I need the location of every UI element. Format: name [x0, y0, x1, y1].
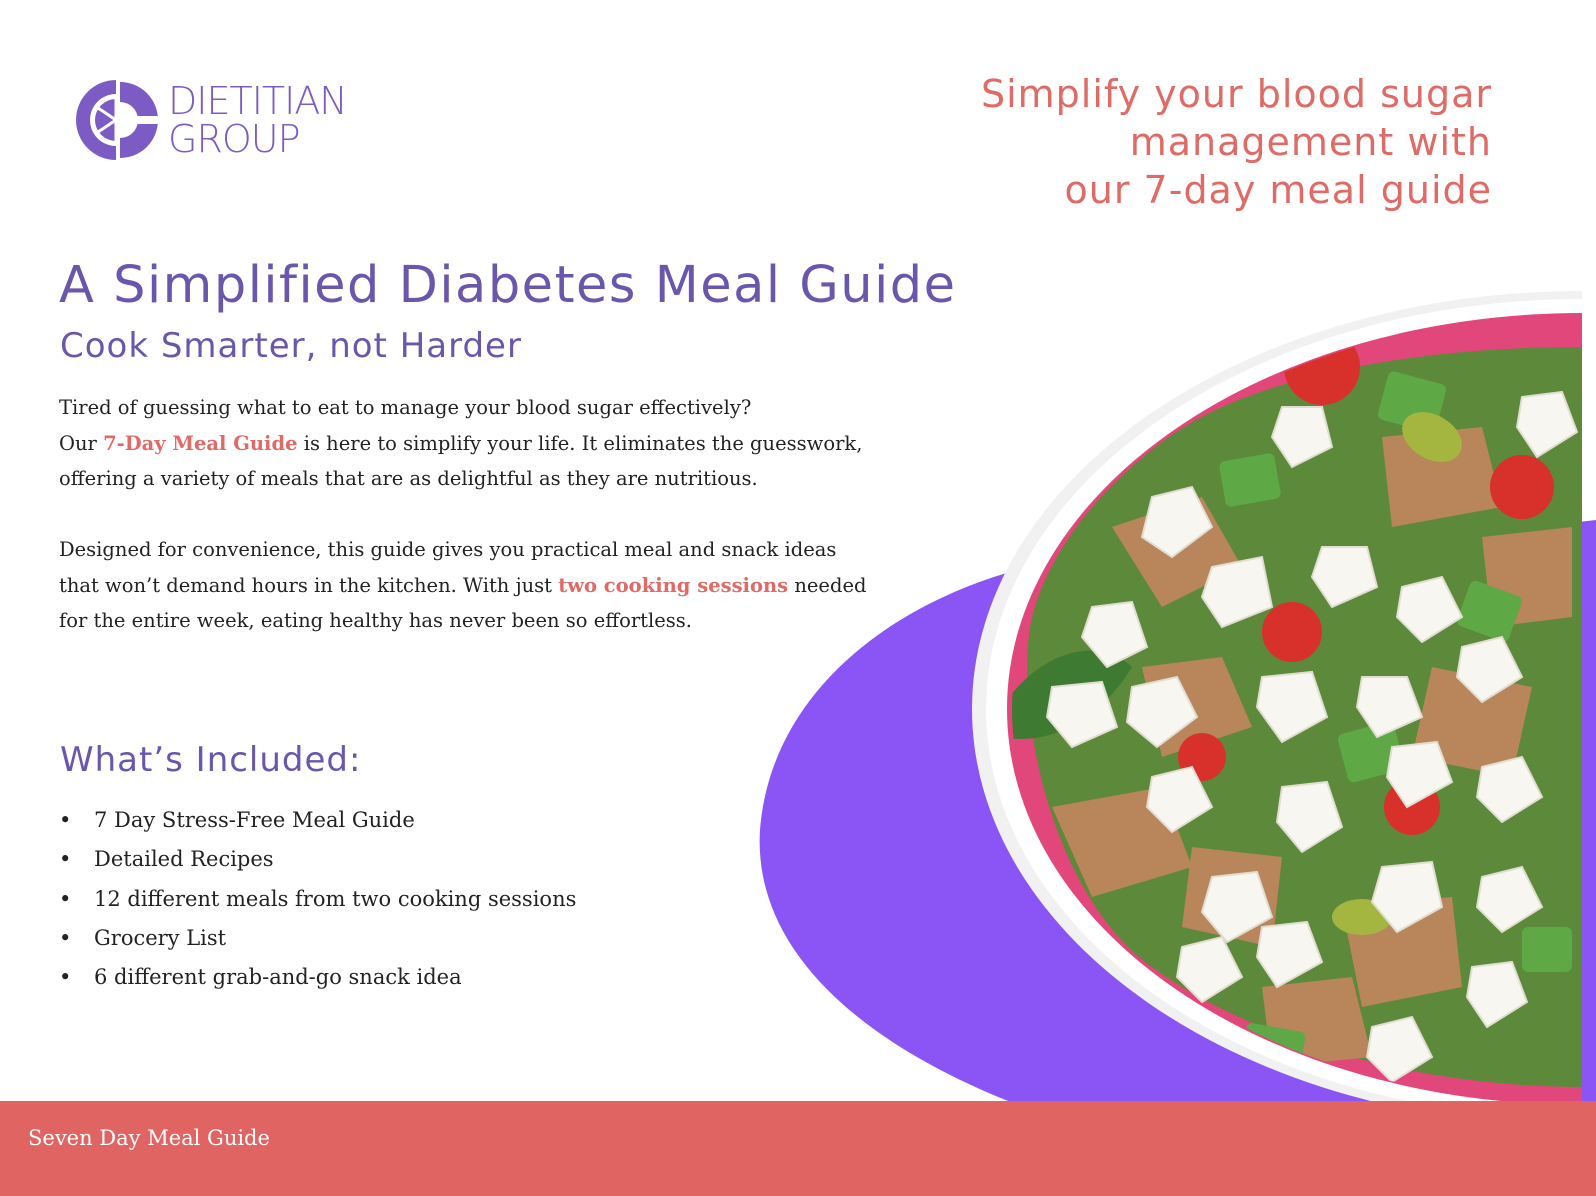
list-item-text: 7 Day Stress-Free Meal Guide [94, 808, 415, 832]
bullet: • [59, 808, 72, 832]
footer-label: Seven Day Meal Guide [28, 1126, 270, 1150]
convenience-line1: Designed for convenience, this guide gives you practical meal and snack ideas [59, 538, 837, 561]
brand-name [168, 79, 347, 161]
list-item [59, 801, 576, 840]
list-item [59, 919, 576, 958]
convenience-line3: for the entire week, eating healthy has never been so effortless. [59, 609, 692, 632]
tagline-line2: management with [1129, 120, 1492, 164]
salad-bowl-image [962, 287, 1582, 1131]
list-item-text: Grocery List [94, 925, 227, 950]
intro-paragraph [59, 390, 899, 497]
intro-line1: Tired of guessing what to eat to manage your blood sugar effectively? [59, 396, 752, 419]
list-item [59, 840, 576, 879]
brand-logo [72, 76, 347, 164]
footer-bar [0, 1101, 1596, 1196]
list-item [59, 880, 576, 919]
brand-name-line2: GROUP [168, 117, 300, 161]
list-item-text: 6 different grab-and-go snack idea [94, 965, 462, 990]
list-item-text: 12 different meals from two cooking sessions [94, 886, 577, 911]
list-item-text: Detailed Recipes [94, 847, 274, 872]
included-heading: What’s Included: [60, 740, 362, 780]
brand-name-line1: DIETITIAN [168, 79, 347, 123]
convenience-line2-post: needed [788, 573, 867, 597]
tagline [981, 70, 1492, 214]
tagline-line3: our 7-day meal guide [1064, 168, 1492, 212]
meal-guide-highlight: 7-Day Meal Guide [103, 431, 298, 455]
intro-line2-pre: Our [59, 431, 104, 455]
list-item [59, 958, 576, 997]
included-list [59, 801, 576, 997]
bullet: • [59, 965, 72, 990]
bullet: • [59, 886, 72, 911]
page-title: A Simplified Diabetes Meal Guide [59, 256, 957, 315]
bullet: • [59, 925, 72, 950]
cooking-sessions-highlight: two cooking sessions [558, 573, 789, 597]
page-subtitle: Cook Smarter, not Harder [60, 326, 522, 366]
bullet: • [59, 847, 72, 872]
tagline-line1: Simplify your blood sugar [980, 72, 1492, 116]
intro-line3: offering a variety of meals that are as delightful as they are nutritious. [59, 467, 758, 490]
citrus-logo-icon [72, 76, 160, 164]
convenience-line2-pre: that won’t demand hours in the kitchen. With just [59, 573, 559, 597]
intro-line2-post: is here to simplify your life. It eliminates the guesswork, [297, 431, 863, 455]
convenience-paragraph [59, 532, 899, 639]
